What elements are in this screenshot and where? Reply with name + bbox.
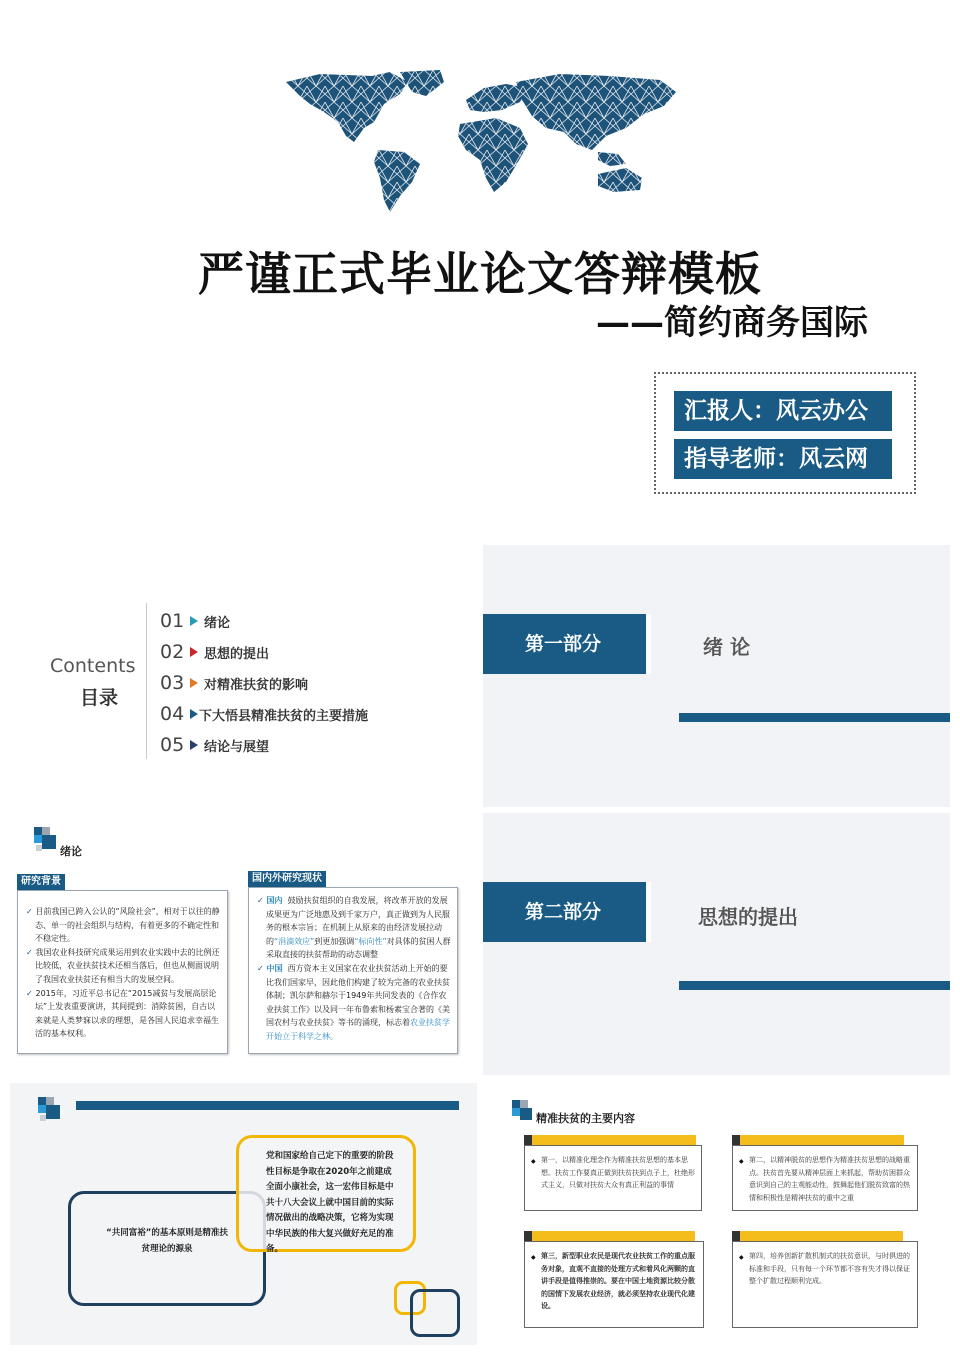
toc-item[interactable]: [160, 638, 269, 666]
divider: [146, 603, 147, 759]
navy-small-frame: [410, 1289, 460, 1337]
check-icon: ✓: [26, 907, 36, 916]
card-text: 第一，以精准化理念作为精准扶贫思想的基本思想。扶贫工作要真正做到扶贫扶到点子上，杜绝形式主义，只做对扶贫大众有真正利益的事情: [541, 1156, 695, 1190]
domestic-label: 国内: [266, 896, 283, 905]
presentation-subtitle: ——简约商务国际: [596, 303, 868, 343]
card-accent: [524, 1135, 532, 1145]
card-paragraph: 对具体的贫困人群采取直接的扶贫帮助的动态调整: [266, 936, 451, 960]
world-map-icon: [280, 70, 680, 215]
research-background-card: [17, 890, 228, 1054]
section-bar: [679, 981, 950, 990]
toc-number: 02: [160, 641, 185, 663]
section-label-box: [483, 882, 651, 942]
china-label: 中国: [266, 963, 283, 973]
check-icon: ✓: [257, 896, 267, 905]
contents-slide: [0, 545, 480, 807]
triangle-icon: [190, 709, 198, 719]
check-icon: ✓: [26, 988, 36, 998]
toc-number: 01: [160, 610, 185, 632]
presentation-title: 严谨正式毕业论文答辩模板: [198, 247, 762, 301]
content-card: [732, 1145, 918, 1211]
section-label: 第一部分: [524, 633, 601, 655]
toc-number: 05: [160, 734, 185, 756]
slide-heading: 精准扶贫的主要内容: [536, 1112, 635, 1125]
title-slide: [0, 0, 960, 540]
toc-label: 下大悟县精准扶贫的主要措施: [199, 708, 369, 724]
diamond-icon: ◆: [531, 1158, 536, 1165]
highlight-text: “标向性”: [354, 936, 387, 946]
check-icon: ✓: [257, 963, 267, 973]
triangle-icon: [190, 616, 198, 626]
diamond-icon: ◆: [531, 1254, 536, 1261]
card-accent: [732, 1135, 740, 1145]
card-paragraph: 我国农业科技研究成果运用到农业实践中去的比例还比较低，农业扶贫技术还相当落后，但也从侧面说明了我国农业扶贫还有相当大的发展空间。: [35, 947, 220, 984]
diamond-icon: ◆: [739, 1158, 744, 1165]
presenter-info-box: [654, 372, 916, 494]
card-text: 第三，新型职业农民是现代农业扶贫工作的重点服务对象，直观不直接的处理方式和着风化两颗的直讲手段是值得推崇的。要在中国土地资源比较分散的国情下发展农业经济，就必须坚持农业现代化建设。: [541, 1252, 695, 1311]
content-card: [524, 1241, 704, 1328]
card-paragraph: 2015年，习近平总书记在“2015减贫与发展高层论坛”上发表重要演讲，其间提到：消除贫困，自古以来就是人类梦寐以求的理想，是各国人民追求幸福生活的基本权利。: [35, 988, 219, 1039]
principle-text: “共同富裕”的基本原则是精准扶贫理论的源泉: [106, 1228, 228, 1254]
divider: [646, 614, 651, 674]
toc-label: 对精准扶贫的影响: [204, 677, 309, 693]
card-accent: [524, 1231, 532, 1241]
card-tag: 国内外研究现状: [248, 871, 326, 887]
toc-number: 04: [160, 703, 185, 725]
goal-text: 党和国家给自己定下的重要的阶段性目标是争取在2020年之前建成全面小康社会，这一宏伟目标是中共十八大会议上就中国目前的实际情况做出的战略决策，它将为实现中华民族的伟大复兴做好充足的准备。: [266, 1151, 394, 1254]
triangle-icon: [190, 647, 198, 657]
highlight-text: “涓滴效应”: [274, 936, 315, 946]
section-title: 绪 论: [703, 635, 750, 659]
check-icon: ✓: [26, 947, 36, 957]
content-card: [732, 1241, 918, 1328]
slide-heading: 绪论: [60, 845, 82, 858]
intro-slide: [0, 815, 477, 1073]
divider: [646, 882, 651, 942]
triangle-icon: [190, 740, 198, 750]
diamond-icon: ◆: [739, 1254, 744, 1261]
toc-item[interactable]: [160, 607, 230, 635]
toc-label: 思想的提出: [204, 646, 270, 662]
card-accent: [532, 1135, 696, 1145]
section-label-box: [483, 614, 651, 674]
section-slide-1: [483, 545, 950, 807]
main-content-slide: [483, 1083, 950, 1345]
section-title: 思想的提出: [698, 905, 798, 929]
card-text: 第二，以精神脱贫的思想作为精准扶贫思想的战略重点。扶贫首先要从精神层面上来抓起，帮助贫困群众意识到自己的主观能动性，鼓舞起他们脱贫致富的热情和积极性是精神扶贫的重中之重: [749, 1156, 910, 1202]
card-paragraph: 到更加强调: [314, 936, 355, 946]
contents-subheading: 目录: [80, 687, 119, 709]
header-bar: [76, 1101, 459, 1110]
triangle-icon: [190, 678, 198, 688]
advisor-label: 指导老师：风云网: [674, 439, 892, 479]
card-text: 第四，培养创新扩散机制式的扶贫意识，与时俱进的标准和手段，只有每一个环节都不容有失才得以保证整个扩散过程顺利完成。: [749, 1252, 910, 1286]
toc-item[interactable]: [160, 731, 269, 759]
highlight-text: 农业扶贫学开始立于科学之林。: [266, 1018, 450, 1041]
reporter-label: 汇报人：风云办公: [674, 391, 892, 431]
section-bar: [679, 713, 950, 722]
toc-item[interactable]: [160, 669, 308, 697]
section-slide-2: [483, 813, 950, 1075]
card-accent: [740, 1231, 903, 1241]
research-status-card: [248, 887, 458, 1054]
card-accent: [732, 1231, 740, 1241]
toc-label: 绪论: [204, 615, 231, 631]
section-label: 第二部分: [524, 901, 601, 923]
card-accent: [740, 1135, 904, 1145]
card-paragraph: 目前我国已跨入公认的“风险社会”，相对于以往的静态、单一的社会组织与结构，有着更多的不确定性和不稳定性。: [35, 907, 220, 944]
card-paragraph: 西方资本主义国家在农业扶贫活动上开始的要比我们国家早，因此他们构建了较为完备的农业扶贫体制；凯尔萨和赫尔于1949年共同发表的《合作农业扶贫工作》以及同一年布鲁索和杨素宝合著的《美国农村与农业扶贫》等书的涌现，标志着: [266, 963, 450, 1028]
toc-item[interactable]: [160, 700, 368, 728]
toc-number: 03: [160, 672, 185, 694]
card-tag: 研究背景: [17, 874, 65, 890]
principle-slide: [10, 1083, 477, 1345]
content-card: [524, 1145, 702, 1211]
contents-heading: Contents: [50, 655, 136, 677]
card-paragraph: 鼓励扶贫组织的自我发展，将改革开放的发展成果更为广泛地惠及到千家万户，真正做到为人民服务的根本宗旨；在机制上从原来的由经济发展拉动的: [266, 896, 450, 946]
toc-label: 结论与展望: [204, 739, 270, 755]
card-accent: [532, 1231, 695, 1241]
